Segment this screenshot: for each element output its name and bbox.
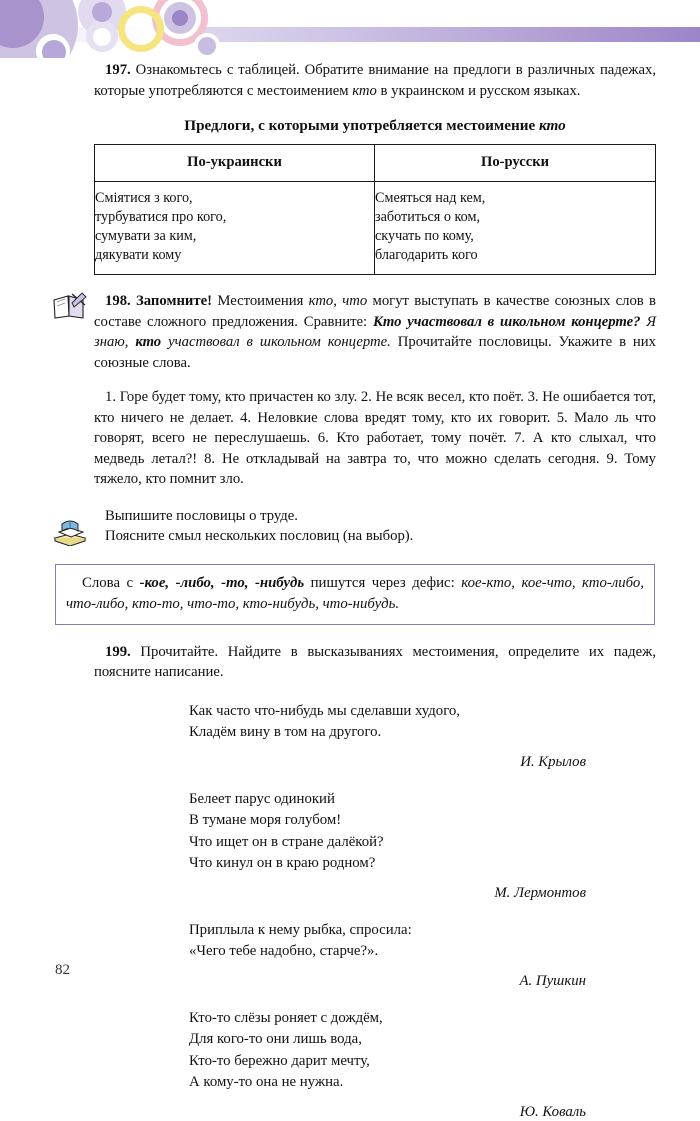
decor-dot-right bbox=[198, 37, 216, 55]
poem-line: Для кого-то они лишь вода, bbox=[189, 1031, 362, 1047]
exercise-197-italic-word: кто bbox=[352, 82, 377, 99]
exercise-198-block bbox=[94, 291, 656, 373]
rule-suffixes: -кое, -либо, -то, -нибудь bbox=[139, 574, 305, 591]
table-cell-russian bbox=[375, 182, 656, 275]
table-cell-line: турбуватися про кого, bbox=[95, 209, 227, 225]
poem-koval bbox=[189, 1008, 656, 1094]
exercise-198-bold-lead: Запомните! bbox=[130, 293, 213, 309]
table-caption-plain: Предлоги, с которыми употребляется местоимение bbox=[184, 117, 540, 134]
exercise-198-bold-italic-2: кто bbox=[135, 334, 162, 350]
decor-circle-pale-1-dot bbox=[92, 2, 112, 22]
table-cell-line: Смеяться над кем, bbox=[375, 190, 486, 206]
poem-line: Белеет парус одинокий bbox=[189, 790, 335, 807]
decor-ring-pink-dot bbox=[172, 10, 188, 26]
rule-text-2: пишутся через дефис: bbox=[304, 574, 462, 591]
poem-line: Приплыла к нему рыбка, спросила: bbox=[189, 921, 412, 938]
table-cell-line: благодарить кого bbox=[375, 247, 478, 263]
poem-line: Как часто что-нибудь мы сделавши худого, bbox=[189, 702, 461, 719]
page-number: 82 bbox=[55, 962, 70, 978]
table-header-russian: По-русски bbox=[375, 145, 656, 182]
exercise-198-bold-italic-1: Кто участвовал в школьном концерте? bbox=[372, 313, 641, 330]
exercise-198-italic-2: Я знаю, bbox=[94, 313, 656, 350]
exercise-197-paragraph bbox=[94, 60, 656, 101]
poem-pushkin bbox=[189, 920, 656, 963]
decor-ring-yellow bbox=[118, 6, 164, 52]
exercise-197-text-2: в украинском и русском языках. bbox=[376, 82, 581, 99]
poem-line: В тумане моря голубом! bbox=[189, 812, 342, 828]
poem-line: «Чего тебе надобно, старче?». bbox=[189, 943, 379, 959]
poem-author-koval: Ю. Коваль bbox=[519, 1103, 586, 1120]
table-cell-line: сумувати за ким, bbox=[95, 228, 197, 244]
poem-author-pushkin: А. Пушкин bbox=[519, 972, 586, 989]
exercise-198-text-3: Прочитайте пословицы. Укажите в них союзные слова. bbox=[94, 334, 656, 371]
table-cell-ukrainian bbox=[95, 182, 375, 275]
poem-line: Кто-то бережно дарит мечту, bbox=[189, 1052, 370, 1069]
exercise-198-italic-3: участвовал в школьном концерте. bbox=[161, 334, 391, 350]
exercise-197-text-1: Ознакомьтесь с таблицей. Обратите внимание на предлоги в различных падежах, которые употребляются с местоимением bbox=[94, 62, 656, 99]
poem-author-lermontov: М. Лермонтов bbox=[494, 884, 586, 901]
poem-line: Кладём вину в том на другого. bbox=[189, 724, 382, 740]
rule-examples: кое-кто, кое-что, кто-либо, что-либо, кто-то, что-то, кто-нибудь, что-нибудь. bbox=[66, 574, 644, 612]
table-cell-line: Сміятися з кого, bbox=[95, 190, 193, 206]
table-header-ukrainian: По-украински bbox=[95, 145, 375, 182]
table-caption-italic: кто bbox=[539, 117, 566, 134]
table-cell-line: дякувати кому bbox=[95, 247, 182, 263]
rule-box-text bbox=[66, 573, 644, 615]
poem-author-krylov: И. Крылов bbox=[520, 753, 586, 770]
exercise-198-number: 198. bbox=[105, 293, 131, 309]
poem-krylov bbox=[189, 701, 656, 744]
proverbs-paragraph: 1. Горе будет тому, кто причастен ко злу. 2. Не всяк весел, кто поёт. 3. Не ошибается тот, кто ничего не делает. 4. Неловкие слова вредят тому, кто их говорит. 5. Мало ль что говорят, всего не переслушаешь. 6. Кто работает, тому почёт. 7. А кто слыхал, что медведь летал?! 8. Не откладывай на завтра то, что можно сделать сегодня. 9. Тому тяжело, кто помнит зло. bbox=[94, 389, 656, 487]
poem-line: Что кинул он в краю родном? bbox=[189, 855, 376, 871]
exercise-199-number: 199. bbox=[105, 643, 131, 660]
exercise-199-text: Прочитайте. Найдите в высказываниях местоимения, определите их падеж, поясните написание. bbox=[94, 643, 656, 680]
task-line-2: Поясните смыл нескольких пословиц (на выбор). bbox=[105, 528, 414, 544]
rule-text-1: Слова с bbox=[82, 574, 140, 591]
task-line-1: Выпишите пословицы о труде. bbox=[105, 507, 298, 524]
table-row bbox=[95, 182, 656, 275]
exercise-198-italic-1: кто, что bbox=[308, 293, 368, 309]
exercise-197-number: 197. bbox=[105, 62, 131, 78]
exercise-198-text-2: могут выступать в качестве союзных слов в составе сложного предложения. Сравните: bbox=[94, 293, 656, 330]
decor-circle-pale-1b-inner bbox=[93, 28, 111, 46]
table-cell-line: заботиться о ком, bbox=[375, 209, 481, 225]
open-book-quill-icon bbox=[52, 291, 88, 321]
table-header-row bbox=[95, 145, 656, 182]
page-header-decoration bbox=[0, 0, 700, 58]
page-content bbox=[66, 60, 656, 1121]
exercise-198-text-1: Местоимения bbox=[212, 293, 309, 309]
rule-box bbox=[55, 564, 655, 625]
table-caption bbox=[94, 117, 656, 135]
tasks-block bbox=[94, 506, 656, 547]
header-band bbox=[188, 27, 700, 42]
poem-line: А кому-то она не нужна. bbox=[189, 1074, 344, 1090]
poem-line: Что ищет он в стране далёкой? bbox=[189, 833, 384, 850]
decor-dot-lower-left bbox=[42, 40, 66, 58]
poem-lermontov bbox=[189, 789, 656, 875]
table-cell-line: скучать по кому, bbox=[375, 228, 474, 244]
prepositions-table bbox=[94, 144, 656, 275]
exercise-199-paragraph bbox=[94, 642, 656, 683]
exercise-198-paragraph bbox=[94, 291, 656, 373]
poem-line: Кто-то слёзы роняет с дождём, bbox=[189, 1009, 383, 1026]
stack-of-books-icon bbox=[52, 516, 88, 546]
